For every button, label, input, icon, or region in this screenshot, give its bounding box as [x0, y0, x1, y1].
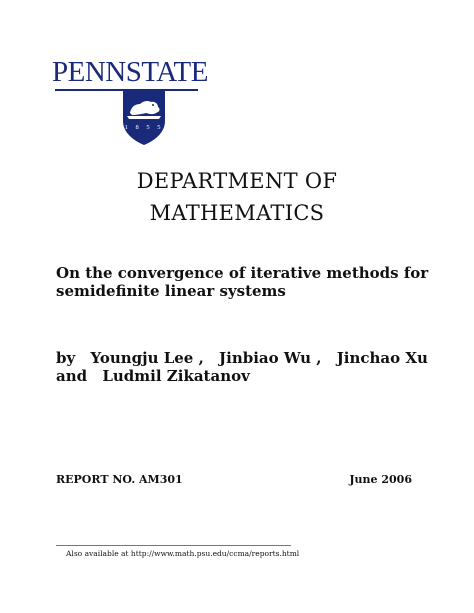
footnote-rule — [56, 545, 291, 546]
authors-by: by — [56, 349, 76, 367]
footnote: Also available at http://www.math.psu.edu/ccma/reports.html — [66, 549, 300, 558]
author-name: Ludmil Zikatanov — [102, 367, 250, 385]
nittany-lion-shield-icon — [122, 91, 166, 145]
department-line-1: DEPARTMENT OF — [136, 169, 338, 193]
logo-year: 1 8 5 5 — [124, 124, 164, 131]
author-name: Youngju Lee , — [90, 349, 204, 367]
department-heading — [0, 165, 474, 229]
report-date: June 2006 — [349, 473, 412, 486]
title-line-1: On the convergence of iterative methods for — [56, 264, 429, 282]
author-name: Jinchao Xu — [336, 349, 428, 367]
report-title — [56, 264, 436, 300]
logo-wordmark: PENNSTATE — [52, 56, 208, 88]
author-list — [56, 349, 446, 385]
title-line-2: semidefinite linear systems — [56, 282, 286, 300]
report-number: REPORT NO. AM301 — [56, 473, 183, 486]
department-line-2: MATHEMATICS — [149, 201, 325, 225]
pennstate-logo — [52, 55, 208, 145]
author-name: Jinbiao Wu , — [219, 349, 322, 367]
authors-and: and — [56, 367, 88, 385]
